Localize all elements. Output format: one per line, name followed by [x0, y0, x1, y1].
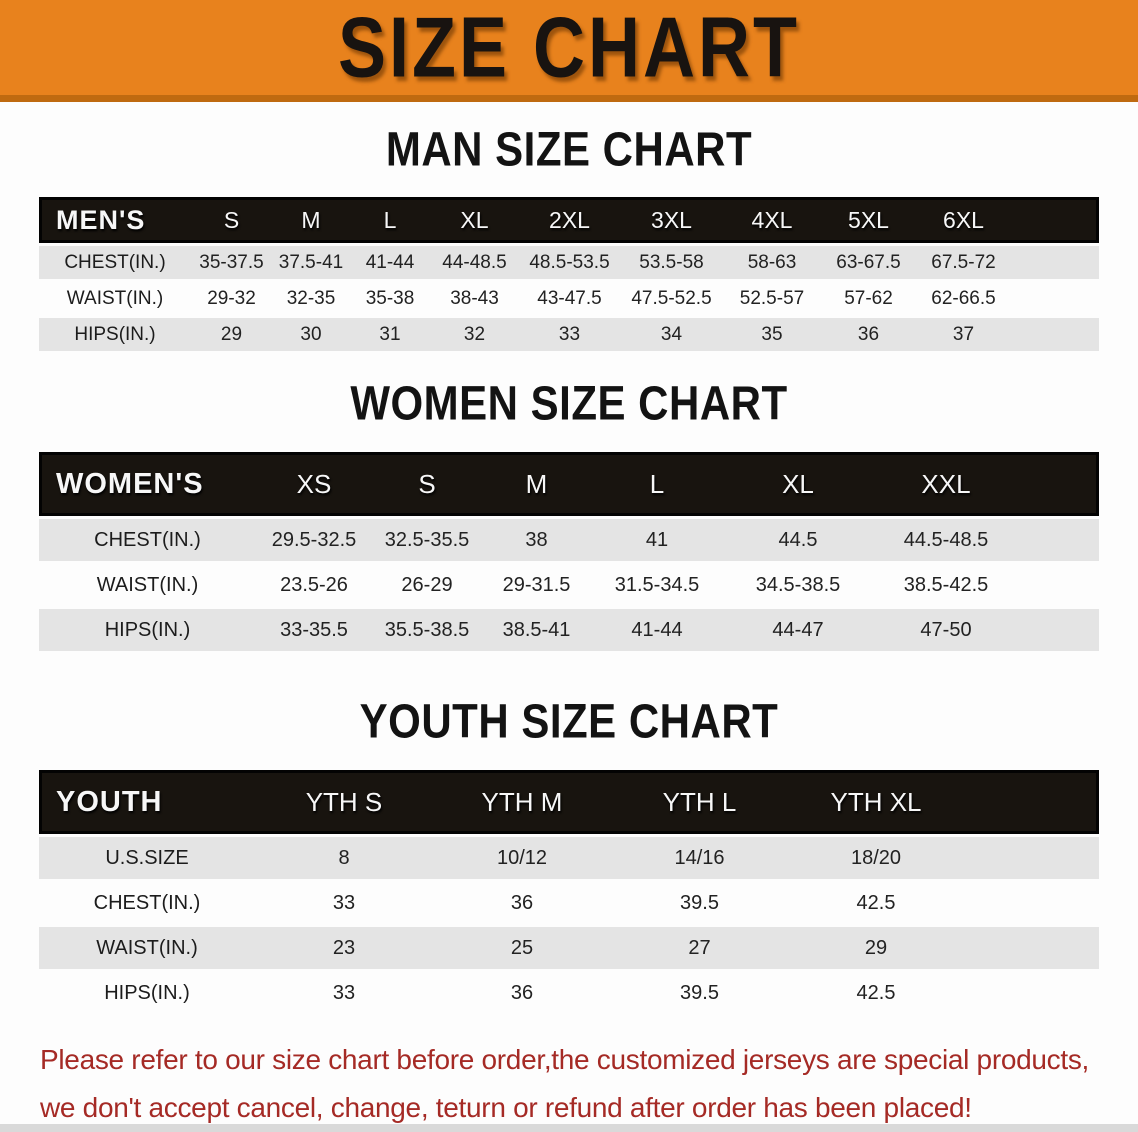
row-label: CHEST(IN.): [39, 882, 255, 924]
size-value: 35.5-38.5: [372, 609, 482, 651]
size-value: 38.5-41: [482, 609, 591, 651]
size-column-header: XL: [723, 452, 873, 516]
size-value: 47.5-52.5: [620, 282, 723, 315]
size-value: 30: [272, 318, 350, 351]
womens-size-table: [39, 449, 1099, 654]
filler-cell: [964, 972, 1099, 1014]
row-label: U.S.SIZE: [39, 837, 255, 879]
size-value: 48.5-53.5: [519, 246, 620, 279]
size-column-header: M: [272, 197, 350, 243]
size-column-header: L: [591, 452, 723, 516]
size-value: 38-43: [430, 282, 519, 315]
size-value: 41-44: [591, 609, 723, 651]
row-label: WAIST(IN.): [39, 927, 255, 969]
size-value: 32-35: [272, 282, 350, 315]
table-row: [39, 519, 1099, 561]
size-value: 36: [821, 318, 916, 351]
size-value: 29-31.5: [482, 564, 591, 606]
footer-line-1: Please refer to our size chart before order,the customized jerseys are special products,: [40, 1044, 1090, 1075]
footer-note: [40, 1036, 1110, 1132]
size-value: 23.5-26: [256, 564, 372, 606]
size-value: 37.5-41: [272, 246, 350, 279]
table-row: [39, 882, 1099, 924]
filler-cell: [1019, 564, 1099, 606]
size-column-header: L: [350, 197, 430, 243]
size-value: 29.5-32.5: [256, 519, 372, 561]
size-column-header: YTH M: [433, 770, 611, 834]
size-value: 29-32: [191, 282, 272, 315]
size-value: 33: [519, 318, 620, 351]
mens-size-table: [39, 194, 1099, 354]
size-value: 41: [591, 519, 723, 561]
size-value: 44-48.5: [430, 246, 519, 279]
size-value: 36: [433, 882, 611, 924]
table-row: [39, 282, 1099, 315]
size-value: 32: [430, 318, 519, 351]
size-column-header: S: [191, 197, 272, 243]
size-value: 34.5-38.5: [723, 564, 873, 606]
filler-cell: [1011, 197, 1099, 243]
filler-cell: [1011, 318, 1099, 351]
size-value: 26-29: [372, 564, 482, 606]
size-column-header: XS: [256, 452, 372, 516]
banner: [0, 0, 1138, 102]
size-value: 36: [433, 972, 611, 1014]
size-value: 14/16: [611, 837, 788, 879]
table-header-label: WOMEN'S: [39, 452, 256, 516]
row-label: WAIST(IN.): [39, 282, 191, 315]
mens-section-heading: MAN SIZE CHART: [385, 122, 753, 177]
size-value: 41-44: [350, 246, 430, 279]
filler-cell: [1011, 282, 1099, 315]
row-label: CHEST(IN.): [39, 519, 256, 561]
size-column-header: 2XL: [519, 197, 620, 243]
youth-section-heading: YOUTH SIZE CHART: [359, 694, 779, 749]
size-value: 42.5: [788, 972, 964, 1014]
table-row: [39, 927, 1099, 969]
size-value: 35-38: [350, 282, 430, 315]
size-value: 33: [255, 972, 433, 1014]
size-value: 10/12: [433, 837, 611, 879]
filler-cell: [1019, 519, 1099, 561]
bottom-divider: [0, 1124, 1138, 1132]
size-value: 29: [788, 927, 964, 969]
size-column-header: XL: [430, 197, 519, 243]
table-row: [39, 564, 1099, 606]
size-column-header: 6XL: [916, 197, 1011, 243]
youth-size-table: [39, 767, 1099, 1017]
filler-cell: [964, 927, 1099, 969]
size-value: 31: [350, 318, 430, 351]
size-column-header: YTH L: [611, 770, 788, 834]
table-header-label: MEN'S: [39, 197, 191, 243]
size-value: 63-67.5: [821, 246, 916, 279]
size-value: 33-35.5: [256, 609, 372, 651]
row-label: HIPS(IN.): [39, 972, 255, 1014]
size-value: 29: [191, 318, 272, 351]
filler-cell: [964, 837, 1099, 879]
filler-cell: [1011, 246, 1099, 279]
size-column-header: 4XL: [723, 197, 821, 243]
size-column-header: YTH S: [255, 770, 433, 834]
womens-section-heading: WOMEN SIZE CHART: [350, 376, 788, 431]
row-label: HIPS(IN.): [39, 318, 191, 351]
size-value: 38: [482, 519, 591, 561]
size-column-header: M: [482, 452, 591, 516]
row-label: WAIST(IN.): [39, 564, 256, 606]
size-value: 43-47.5: [519, 282, 620, 315]
size-column-header: YTH XL: [788, 770, 964, 834]
size-value: 42.5: [788, 882, 964, 924]
size-value: 38.5-42.5: [873, 564, 1019, 606]
row-label: CHEST(IN.): [39, 246, 191, 279]
size-value: 58-63: [723, 246, 821, 279]
size-value: 47-50: [873, 609, 1019, 651]
size-value: 32.5-35.5: [372, 519, 482, 561]
size-value: 57-62: [821, 282, 916, 315]
filler-cell: [1019, 609, 1099, 651]
table-row: [39, 609, 1099, 651]
size-value: 67.5-72: [916, 246, 1011, 279]
size-value: 18/20: [788, 837, 964, 879]
size-value: 35-37.5: [191, 246, 272, 279]
table-row: [39, 837, 1099, 879]
banner-title: SIZE CHART: [338, 0, 800, 95]
size-value: 33: [255, 882, 433, 924]
footer-line-2: we don't accept cancel, change, teturn or refund after order has been placed!: [40, 1092, 972, 1123]
row-label: HIPS(IN.): [39, 609, 256, 651]
size-value: 44.5-48.5: [873, 519, 1019, 561]
size-value: 39.5: [611, 972, 788, 1014]
size-value: 44.5: [723, 519, 873, 561]
size-column-header: 3XL: [620, 197, 723, 243]
size-value: 8: [255, 837, 433, 879]
filler-cell: [1019, 452, 1099, 516]
filler-cell: [964, 770, 1099, 834]
table-header-label: YOUTH: [39, 770, 255, 834]
size-column-header: 5XL: [821, 197, 916, 243]
size-value: 44-47: [723, 609, 873, 651]
size-value: 52.5-57: [723, 282, 821, 315]
size-value: 25: [433, 927, 611, 969]
table-row: [39, 972, 1099, 1014]
table-row: [39, 246, 1099, 279]
size-value: 37: [916, 318, 1011, 351]
size-value: 53.5-58: [620, 246, 723, 279]
size-value: 39.5: [611, 882, 788, 924]
size-value: 35: [723, 318, 821, 351]
table-row: [39, 318, 1099, 351]
size-value: 27: [611, 927, 788, 969]
size-value: 34: [620, 318, 723, 351]
size-column-header: S: [372, 452, 482, 516]
size-value: 31.5-34.5: [591, 564, 723, 606]
size-column-header: XXL: [873, 452, 1019, 516]
filler-cell: [964, 882, 1099, 924]
size-value: 23: [255, 927, 433, 969]
size-value: 62-66.5: [916, 282, 1011, 315]
